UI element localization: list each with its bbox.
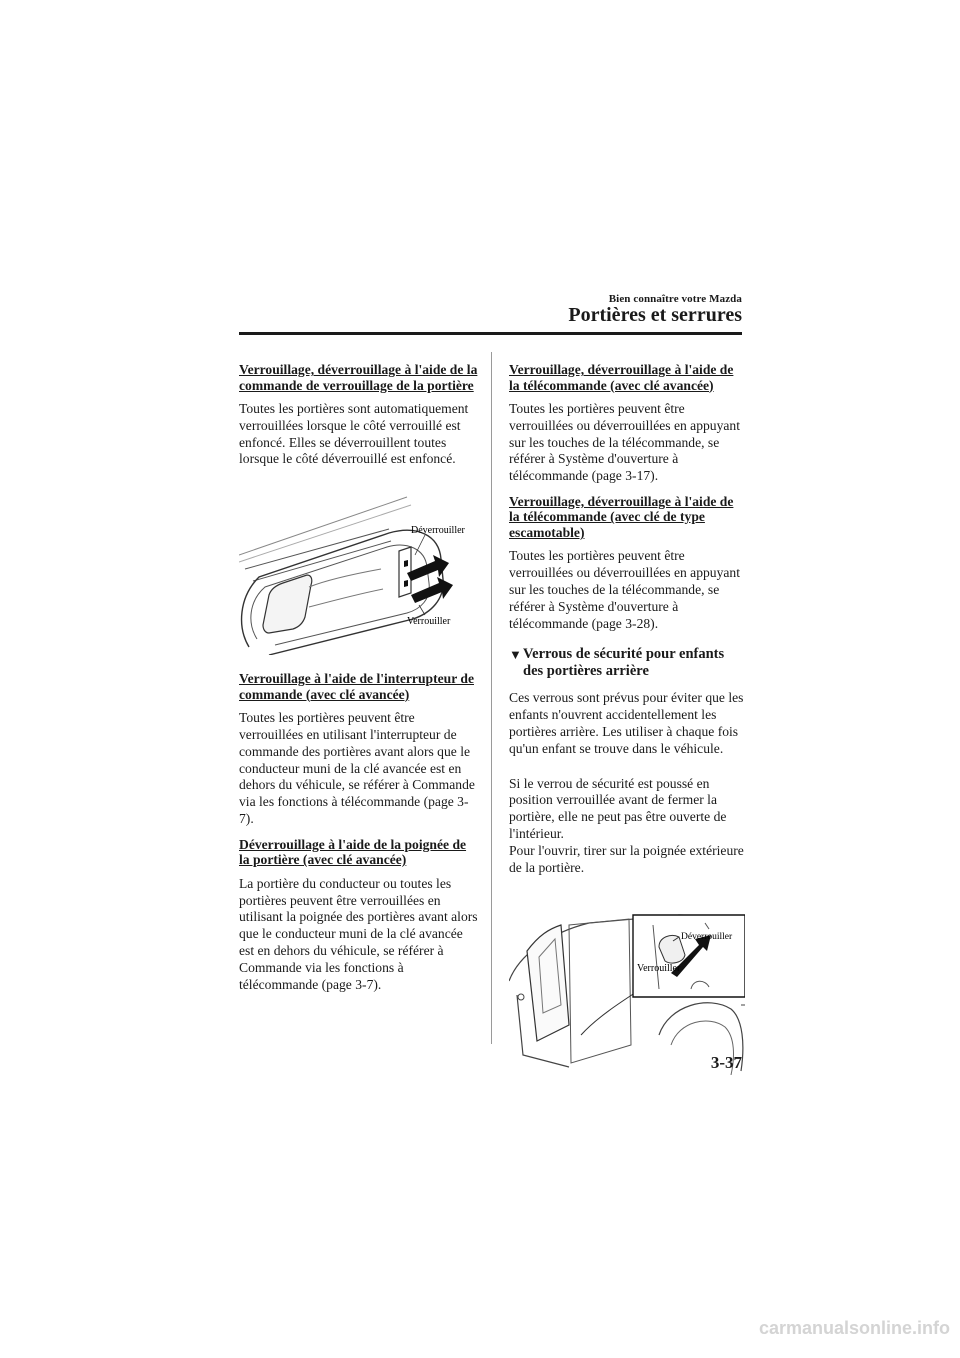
page-title: Portières et serrures xyxy=(568,304,742,326)
door-handle-text: La portière du conducteur ou toutes les portières peuvent être verrouillées en utilisant la poignée des portières avant alors que le conducteur muni de la clé avancée est en dehors du véhicule, se référer à Commande via les fonctions à télécommande (page 3-7). xyxy=(239,875,478,992)
unlock-label: Déverrouiller xyxy=(681,932,733,943)
right-column xyxy=(509,362,745,1075)
door-lock-switch-illustration xyxy=(239,477,479,655)
watermark: carmanualsonline.info xyxy=(758,1318,950,1338)
child-locks-para2: Si le verrou de sécurité est poussé en position verrouillée avant de fermer la portière, elle ne peut pas être ouverte de l'intérieur. xyxy=(509,775,727,842)
child-locks-heading xyxy=(509,646,745,680)
remote-advanced-heading: Verrouillage, déverrouillage à l'aide de la télécommande (avec clé avancée) xyxy=(509,362,734,393)
rear-door-child-lock-illustration xyxy=(509,885,745,1075)
header-rule xyxy=(239,332,742,335)
child-locks-para3: Pour l'ouvrir, tirer sur la poignée extérieure de la portière. xyxy=(509,842,744,875)
triangle-marker-icon: ▼ xyxy=(509,647,522,663)
column-divider xyxy=(491,352,492,1044)
remote-retractable-text: Toutes les portières peuvent être verrouillées ou déverrouillées en appuyant sur les touches de la télécommande, se référer à Système d'ouverture à télécommande (page 3-28). xyxy=(509,548,741,631)
door-handle-heading: Déverrouillage à l'aide de la poignée de la portière (avec clé avancée) xyxy=(239,836,467,868)
door-lock-switch-heading: Verrouillage, déverrouillage à l'aide de la commande de verrouillage de la portière xyxy=(239,362,478,393)
lock-label: Verrouiller xyxy=(407,616,451,628)
header-kicker: Bien connaître votre Mazda xyxy=(608,293,742,305)
page-number: 3-37 xyxy=(710,1053,742,1072)
left-column xyxy=(239,362,479,1002)
request-switch-heading: Verrouillage à l'aide de l'interrupteur de commande (avec clé avancée) xyxy=(239,671,474,702)
child-locks-heading-text: Verrous de sécurité pour enfants des portières arrière xyxy=(523,646,725,680)
door-lock-switch-text: Toutes les portières sont automatiquement verrouillées lorsque le côté verrouillé est enfoncé. Elles se déverrouillent toutes lorsque le côté déverrouillé est enfoncé. xyxy=(239,401,469,467)
unlock-label: Déverrouiller xyxy=(411,525,465,537)
lock-label: Verrouiller xyxy=(637,963,681,975)
request-switch-text: Toutes les portières peuvent être verrouillées en utilisant l'interrupteur de commande des portières avant alors que le conducteur muni de la clé avancée est en dehors du véhicule, se référer à Commande via les fonctions à télécommande (page 3-7). xyxy=(239,710,475,826)
remote-advanced-text: Toutes les portières peuvent être verrouillées ou déverrouillées en appuyant sur les touches de la télécommande, se référer à Système d'ouverture à télécommande (page 3-17). xyxy=(509,401,741,484)
remote-retractable-heading: Verrouillage, déverrouillage à l'aide de la télécommande (avec clé de type escamotable) xyxy=(509,493,734,540)
child-locks-para1: Ces verrous sont prévus pour éviter que les enfants n'ouvrent accidentellement les portières arrière. Les utiliser à chaque fois qu'un enfant se trouve dans le véhicule. xyxy=(509,690,744,756)
